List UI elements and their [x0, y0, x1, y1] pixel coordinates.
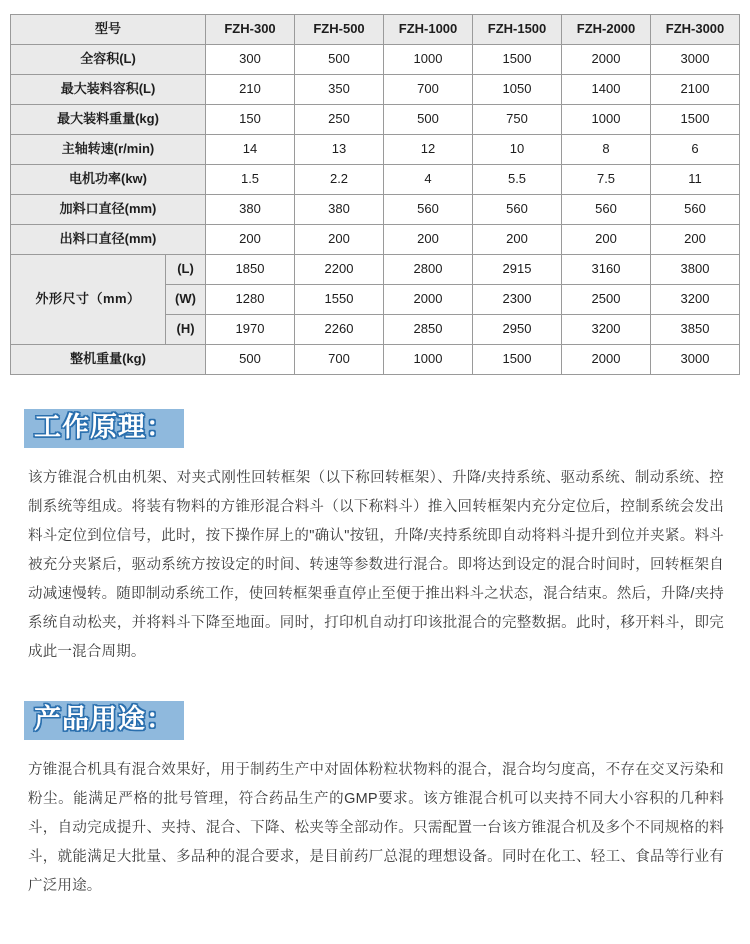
column-header: 型号 [11, 15, 206, 45]
table-cell: 3800 [651, 255, 740, 285]
dimension-group-label: 外形尺寸（mm） [11, 255, 166, 345]
table-cell: 13 [295, 135, 384, 165]
table-header-row [11, 15, 740, 45]
table-cell: 3200 [562, 315, 651, 345]
table-cell: 1400 [562, 75, 651, 105]
table-cell: 200 [562, 225, 651, 255]
table-cell: 2500 [562, 285, 651, 315]
table-cell: 5.5 [473, 165, 562, 195]
table-cell: 2000 [384, 285, 473, 315]
product-usage-section [0, 701, 750, 901]
column-header: FZH-300 [206, 15, 295, 45]
table-cell: 1500 [651, 105, 740, 135]
table-cell: 3000 [651, 45, 740, 75]
table-row [11, 165, 740, 195]
table-cell: 2300 [473, 285, 562, 315]
table-cell: 2950 [473, 315, 562, 345]
table-cell: 2000 [562, 345, 651, 375]
row-label: 电机功率(kw) [11, 165, 206, 195]
table-cell: 7.5 [562, 165, 651, 195]
working-principle-section [0, 409, 750, 667]
table-cell: 560 [473, 195, 562, 225]
table-cell: 2000 [562, 45, 651, 75]
row-label: 主轴转速(r/min) [11, 135, 206, 165]
spec-table [10, 14, 740, 375]
product-usage-text: 方锥混合机具有混合效果好，用于制药生产中对固体粉粒状物料的混合，混合均匀度高，不存在交叉污染和粉尘。能满足严格的批号管理，符合药品生产的GMP要求。该方锥混合机可以夹持不同大小容积的几种料斗，自动完成提升、夹持、混合、下降、松夹等全部动作。只需配置一台该方锥混合机及多个不同规格的料斗，就能满足大批量、多品种的混合要求，是目前药厂总混的理想设备。同时在化工、轻工、食品等行业有广泛用途。 [28, 762, 724, 895]
table-cell: 350 [295, 75, 384, 105]
table-cell: 6 [651, 135, 740, 165]
table-cell: 560 [384, 195, 473, 225]
table-cell: 750 [473, 105, 562, 135]
table-cell: 1.5 [206, 165, 295, 195]
column-header: FZH-1500 [473, 15, 562, 45]
table-cell: 1550 [295, 285, 384, 315]
table-cell: 300 [206, 45, 295, 75]
table-cell: 500 [295, 45, 384, 75]
table-cell: 2100 [651, 75, 740, 105]
row-label: 加料口直径(mm) [11, 195, 206, 225]
row-label: 全容积(L) [11, 45, 206, 75]
column-header: FZH-1000 [384, 15, 473, 45]
table-cell: 3160 [562, 255, 651, 285]
table-cell: 1000 [562, 105, 651, 135]
table-cell: 700 [384, 75, 473, 105]
table-cell: 1500 [473, 345, 562, 375]
table-cell: 10 [473, 135, 562, 165]
table-cell: 1000 [384, 345, 473, 375]
table-cell: 1000 [384, 45, 473, 75]
working-principle-heading-row [10, 409, 740, 448]
table-cell: 14 [206, 135, 295, 165]
table-cell: 700 [295, 345, 384, 375]
table-cell: 1500 [473, 45, 562, 75]
table-cell: 500 [206, 345, 295, 375]
table-cell: 2260 [295, 315, 384, 345]
row-label: 整机重量(kg) [11, 345, 206, 375]
row-label: 最大装料容积(L) [11, 75, 206, 105]
table-cell: 380 [206, 195, 295, 225]
table-cell: 200 [473, 225, 562, 255]
working-principle-text: 该方锥混合机由机架、对夹式刚性回转框架（以下称回转框架）、升降/夹持系统、驱动系统、制动系统、控制系统等组成。将装有物料的方锥形混合料斗（以下称料斗）推入回转框架内充分定位后，控制系统会发出料斗定位到位信号，此时，按下操作屏上的"确认"按钮，升降/夹持系统即自动将料斗提升到位并夹紧。料斗被充分夹紧后，驱动系统方按设定的时间、转速等参数进行混合。即将达到设定的混合时间时，回转框架自动减速慢转。随即制动系统工作，使回转框架垂直停止至便于推出料斗之状态，混合结束。然后，升降/夹持系统自动松夹，并将料斗下降至地面。同时，打印机自动打印该批混合的完整数据。此时，移开料斗，即完成此一混合周期。 [28, 470, 724, 661]
table-cell: 3000 [651, 345, 740, 375]
section-heading: 工作原理： [24, 409, 184, 448]
column-header: FZH-500 [295, 15, 384, 45]
table-cell: 1970 [206, 315, 295, 345]
section-heading: 产品用途： [24, 701, 184, 740]
table-cell: 3200 [651, 285, 740, 315]
row-label: 出料口直径(mm) [11, 225, 206, 255]
dimension-sub-label: (W) [166, 285, 206, 315]
dimension-sub-label: (L) [166, 255, 206, 285]
table-row [11, 75, 740, 105]
table-cell: 150 [206, 105, 295, 135]
table-row [11, 225, 740, 255]
table-cell: 2800 [384, 255, 473, 285]
table-cell: 500 [384, 105, 473, 135]
table-row [11, 135, 740, 165]
dimension-sub-label: (H) [166, 315, 206, 345]
column-header: FZH-2000 [562, 15, 651, 45]
table-cell: 4 [384, 165, 473, 195]
table-cell: 11 [651, 165, 740, 195]
table-row [11, 195, 740, 225]
table-cell: 200 [384, 225, 473, 255]
table-cell: 2200 [295, 255, 384, 285]
table-cell: 560 [562, 195, 651, 225]
table-cell: 250 [295, 105, 384, 135]
table-cell: 2850 [384, 315, 473, 345]
table-row [11, 345, 740, 375]
table-cell: 380 [295, 195, 384, 225]
table-cell: 560 [651, 195, 740, 225]
row-label: 最大装料重量(kg) [11, 105, 206, 135]
table-cell: 210 [206, 75, 295, 105]
table-cell: 1050 [473, 75, 562, 105]
product-usage-heading-row [10, 701, 740, 740]
table-cell: 12 [384, 135, 473, 165]
column-header: FZH-3000 [651, 15, 740, 45]
table-cell: 200 [295, 225, 384, 255]
table-cell: 200 [206, 225, 295, 255]
table-cell: 2915 [473, 255, 562, 285]
table-row [11, 255, 740, 285]
table-cell: 8 [562, 135, 651, 165]
table-cell: 1280 [206, 285, 295, 315]
spec-table-section [0, 0, 750, 375]
table-cell: 2.2 [295, 165, 384, 195]
table-row [11, 105, 740, 135]
table-cell: 200 [651, 225, 740, 255]
table-row [11, 45, 740, 75]
table-cell: 1850 [206, 255, 295, 285]
table-cell: 3850 [651, 315, 740, 345]
